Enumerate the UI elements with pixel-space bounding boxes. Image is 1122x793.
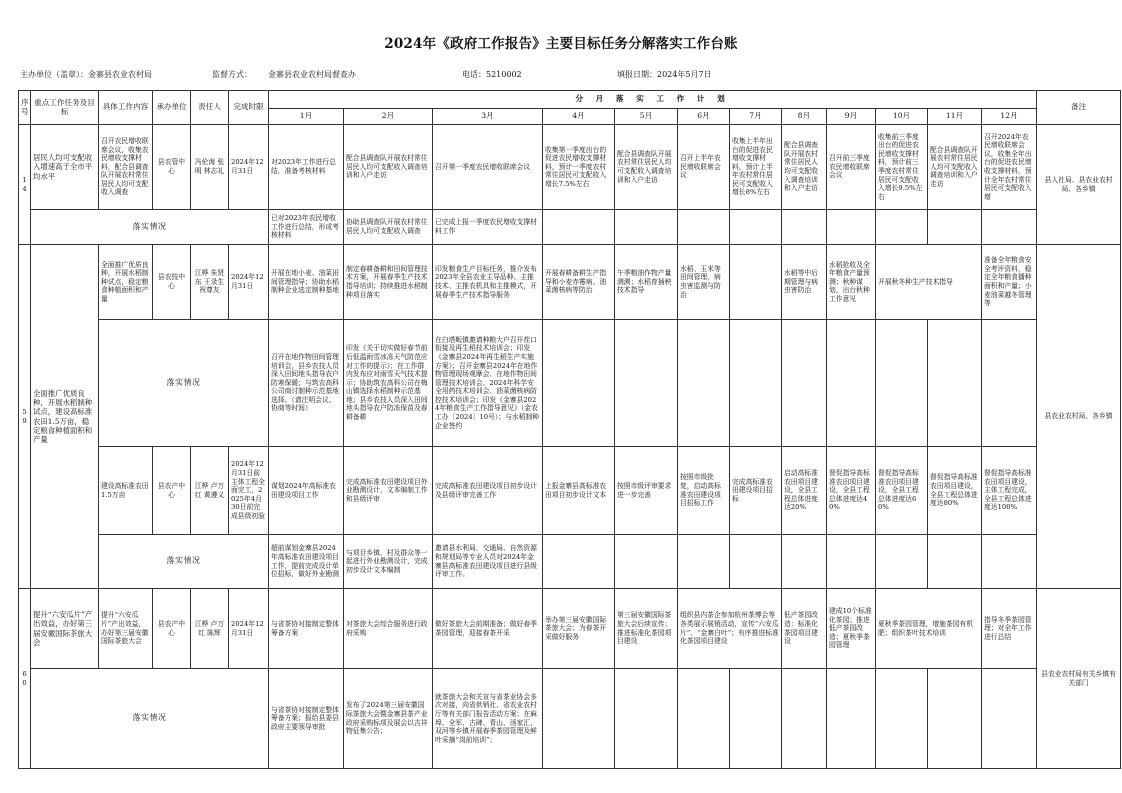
month-header: 7月 (730, 109, 782, 125)
month-plan: 印发粮食生产目标任务，推介发布2023年全县农业主导品种、主推技术、主推农机具和主推模式，开展春季生产技术指导服务 (433, 245, 543, 320)
month-plan: 按照市级批复，启动高标准农田建设项目招标工作 (678, 447, 730, 535)
month-plan (730, 245, 782, 320)
progress-cell: 已完成上报一季度农民增收支撑材料工作 (433, 210, 543, 245)
month-plan: 建成10个标准化茶园；推进低产茶园改造；夏秋季茶园管理 (827, 589, 876, 669)
task-table (18, 90, 1121, 769)
deadline: 2024年12月31日前主体工程全面完工，2025年4月30日前完成县级初验 (229, 447, 269, 535)
month-plan: 准备全年粮食安全考评资料，稳定全年粮食播种面积和产量；小麦油菜越冬管理等 (982, 245, 1037, 320)
document-title: 2024年《政府工作报告》主要目标任务分解落实工作台账 (384, 36, 738, 52)
deadline: 2024年12月31日 (229, 245, 269, 320)
progress-cell: 已对2023年农民增收工作进行总结，形成考核材料 (269, 210, 344, 245)
month-header: 3月 (433, 109, 543, 125)
host-department: 县农技中心 (153, 245, 191, 320)
progress-cell: 协助县调查队开展农村常住居民人均可支配收入调查 (344, 210, 433, 245)
header-specific: 具体工作内容 (99, 91, 153, 125)
month-plan: 水稻等中后期管理与病虫害防治 (782, 245, 827, 320)
row-seq: 14 (19, 125, 31, 245)
month-header: 2月 (344, 109, 433, 125)
month-header: 9月 (827, 109, 876, 125)
month-plan: 督促指导高标准农田项目建设，主体工程完成，全县工程总体进度达100% (982, 447, 1037, 535)
responsible-person: 江桦 卢万红 陈辉 (191, 589, 229, 669)
month-plan: 收集前三季度出台的促进农民增收支撑材料，预计前三季度农村常住居民可支配收入增长9.5%左右 (876, 125, 928, 210)
header-key-task: 重点工作任务及目标 (31, 91, 99, 125)
month-header: 10月 (876, 109, 928, 125)
month-header: 5月 (615, 109, 678, 125)
remarks: 县农业农村局、各乡镇 (1037, 245, 1121, 589)
progress-cell: 与省茶协对接制定整体筹备方案；报给县委县政府主要领导审批 (269, 669, 344, 769)
specific-content: 提升“六安瓜片”产出效益，办好第三届安徽国际茶旅大会 (99, 589, 153, 669)
month-plan: 召开前三季度农民增收联席会议 (827, 125, 876, 210)
specific-content: 全面推广优质良种，开展水稻制种试点，稳定粮食种植面积和产量 (99, 245, 153, 320)
month-plan: 指导冬季茶园管理；对全年工作进行总结 (982, 589, 1037, 669)
header-remarks: 备注 (1037, 91, 1121, 125)
progress-cell: 就茶旅大会和关宣与省茶业协会多次对接，向省供销社、省农业农村厅等有关部门报告活动方案；在麻埠、全军、古碑、青山、汤家汇、双河等乡镇开展春季茶园管理及鲜叶采摘“岗前培训”； (433, 669, 543, 769)
remarks: 县农业农村局有关乡镇有关部门 (1037, 589, 1121, 769)
month-plan: 开展秋冬种生产技术指导 (876, 245, 982, 320)
month-plan: 午季粮油作物产量测测；水稻育插秧技术指导 (615, 245, 678, 320)
month-header: 6月 (678, 109, 730, 125)
progress-cell: 超前谋划金寨县2024年高标准农田建设项目工作，提前完成设计单位招标，做好外业勘测 (269, 535, 344, 589)
deadline: 2024年12月31日 (229, 125, 269, 210)
header-person: 责任人 (191, 91, 229, 125)
specific-content: 召开农民增收联席会议，收集农民增收支撑材料，配合县调查队开展农村常住居民人均可支配收入调查 (99, 125, 153, 210)
supervise-label: 监督方式： (212, 70, 252, 79)
month-plan: 完成高标准农田建设项目外业勘测设计，文本编制工作和县级评审 (344, 447, 433, 535)
month-plan: 与省茶协对接制定整体筹备方案 (269, 589, 344, 669)
row-seq: 59 (19, 245, 31, 589)
month-plan: 水稻、玉米等田间管理、病虫害监测与防治 (678, 245, 730, 320)
month-plan: 配合县调查队开展农村常住居民人均可支配收入调查培训和入户走访 (782, 125, 827, 210)
month-header: 8月 (782, 109, 827, 125)
month-header: 12月 (982, 109, 1037, 125)
supervise-value: 金寨县农业农村局督查办 (268, 70, 356, 79)
month-plan: 召开第一季度农民增收联席会议 (433, 125, 543, 210)
progress-cell: 在白塔畈镇邀请种粮大户召开茬口衔接及再生稻技术培训会；印发《金寨县2024年再生稻生产实施方案》；召开金寨县2024年在地作物管理现场观摩会、在地作物田间管理技术培训会、2024年科学安全用药技术培训会、油菜菌核病防控技术培训会；印发《金寨县2024年粮食生产工作指导意见》（金农工办〔2024〕10号）；与水稻制种企业签约 (433, 320, 543, 447)
month-plan: 做好茶旅大会前期准备；做好春季茶园管理，迎接春茶开采 (433, 589, 543, 669)
month-plan: 低产茶园改造：标准化茶园项目建设 (782, 589, 827, 669)
host-unit: 主办单位（盖章）：金寨县农业农村局 (20, 70, 152, 79)
host-department: 县农产中心 (153, 447, 191, 535)
month-plan: 收集第一季度出台的促进农民增收支撑材料，预计一季度农村常住居民可支配收入增长7.5%左右 (543, 125, 615, 210)
month-plan: 启动高标准农田项目建设，全县工程总体进度达20% (782, 447, 827, 535)
deadline: 2024年12月31日 (229, 589, 269, 669)
host-department: 县农产中心 (153, 589, 191, 669)
month-plan: 谋划2024年高标准农田建设项目工作 (269, 447, 344, 535)
month-plan: 配合县调查队开展农村常住居民人均可支配收入调查培训和入户走访 (615, 125, 678, 210)
header-deadline: 完成时限 (229, 91, 269, 125)
month-plan: 督促指导高标准农田项目建设，全县工程总体进度达40% (827, 447, 876, 535)
header-unit: 承办单位 (153, 91, 191, 125)
key-task: 提升“六安瓜片”产出效益，办好第三届安徽国际茶旅大会 (31, 589, 99, 669)
month-plan: 水稻抢收及全年粮食产量预测；秋种谋划，出台秋种工作意见 (827, 245, 876, 320)
month-plan: 配合县调查队开展农村常住居民人均可支配收入调查培训和入户走访 (344, 125, 433, 210)
month-header: 1月 (269, 109, 344, 125)
header-seq: 序号 (19, 91, 31, 125)
progress-label: 落实情况 (31, 669, 269, 769)
key-task: 全面推广优质良种，开展水稻制种试点，建设高标准农田1.5万亩，稳定粮食种植面积和产量 (31, 245, 99, 589)
responsible-person: 冯伦海 张明 林志礼 (191, 125, 229, 210)
progress-cell: 召开在地作物田间管理培训会，县乡农技人员深入田间地头指导农户防寒保暖；与筑农高科公司商讨制种示范基地选择。（请注明会议、协商等时间） (269, 320, 344, 447)
month-plan: 对茶旅大会综合服务进行政府采购 (344, 589, 433, 669)
header-monthly-plan: 分 月 落 实 工 作 计 划 (269, 91, 1037, 109)
phone: 电话：5210002 (462, 70, 522, 79)
month-header: 11月 (928, 109, 982, 125)
month-plan: 完成高标准农田建设项目招标 (730, 447, 782, 535)
month-plan: 制定春耕备耕和田间管理技术方案，开展春季生产技术指导培训；持续推进水稻制种项目落实 (344, 245, 433, 320)
progress-label: 落实情况 (99, 535, 269, 589)
host-department: 县农管中心 (153, 125, 191, 210)
row-seq: 60 (19, 589, 31, 769)
month-plan: 开展春耕备耕生产指导和小麦赤霉病、油菜菌核病等防治 (543, 245, 615, 320)
fill-date: 填报日期：2024年5月7日 (617, 70, 712, 79)
responsible-person: 江桦 卢万红 黄遵义 (191, 447, 229, 535)
month-plan: 按照市级评审要求进一步完善 (615, 447, 678, 535)
month-plan: 开展在地小麦、油菜田间管理指导；协助水稻制种企业选定制种基地 (269, 245, 344, 320)
month-plan: 组织县内茶企参加杭州茶博会等各类展示展销活动，宣传“六安瓜片”、“金寨白叶”；有序推进标准化茶园项目建设 (678, 589, 782, 669)
month-plan: 召开2024年农民增收联席会议，收集全年出台的促进农民增收支撑材料，预计全年农村常住居民可支配收入增 (982, 125, 1037, 210)
specific-content: 建设高标准农田1.5万亩 (99, 447, 153, 535)
month-plan: 督促指导高标准农田项目建设，全县工程总体进度达60% (876, 447, 928, 535)
progress-cell: 发布了2024第三届安徽国际茶旅大会暨金寨县茶产业政府采购标项及展会以吉祥物征集公告； (344, 669, 433, 769)
month-plan: 收集上半年出台的促进农民增收支撑材料，预计上半年农村常住居民可支配收入增长8%左右 (730, 125, 782, 210)
key-task: 居民人均可支配收入增速高于全市平均水平 (31, 125, 99, 210)
month-plan: 配合县调查队开展农村常住居民人均可支配收入调查培训和入户走访 (928, 125, 982, 210)
month-plan: 对2023年工作进行总结，准备考核材料 (269, 125, 344, 210)
progress-label: 落实情况 (31, 210, 269, 245)
responsible-person: 江桦 朱贤东 王录生 祝尊友 (191, 245, 229, 320)
month-plan: 督促指导高标准农田项目建设，全县工程总体进度达80% (928, 447, 982, 535)
month-plan: 完成高标准农田建设项目初步设计及县级评审完善工作 (433, 447, 543, 535)
progress-cell: 邀请县水利局、交通局、自然资源和规划局等专业人员对2024年金寨县高标准农田建设项目进行县级评审工作。 (433, 535, 543, 589)
month-header: 4月 (543, 109, 615, 125)
month-plan: 上报金寨县高标准农田项目初步设计文本 (543, 447, 615, 535)
remarks: 县人社局、县农业农村局、各乡镇 (1037, 125, 1121, 245)
progress-cell: 与项目乡镇、村及群众等一起进行外业勘测设计，完成初步设计文本编制 (344, 535, 433, 589)
month-plan: 举办第三届安徽国际茶旅大会；为春茶开采做好服务 (543, 589, 615, 669)
progress-cell: 印发《关于切实做好春节前后低温雨雪冰冻天气防范应对工作的提示》；在工作群内发布应对雨雪天气技术提示；协助筑农高科公司在梅山镇选择水稻制种示范基地；县乡农技人员深入田间地头指导农户防冻保苗及春耕备耕 (344, 320, 433, 447)
month-plan: 夏秋季茶园管理，增施茶园有机肥；组织茶叶技术培训 (876, 589, 982, 669)
month-plan: 第三届安徽国际茶旅大会后续宣传；推进标准化茶园项目建设 (615, 589, 678, 669)
progress-label: 落实情况 (99, 320, 269, 447)
month-plan: 召开上半年农民增收联席会议 (678, 125, 730, 210)
